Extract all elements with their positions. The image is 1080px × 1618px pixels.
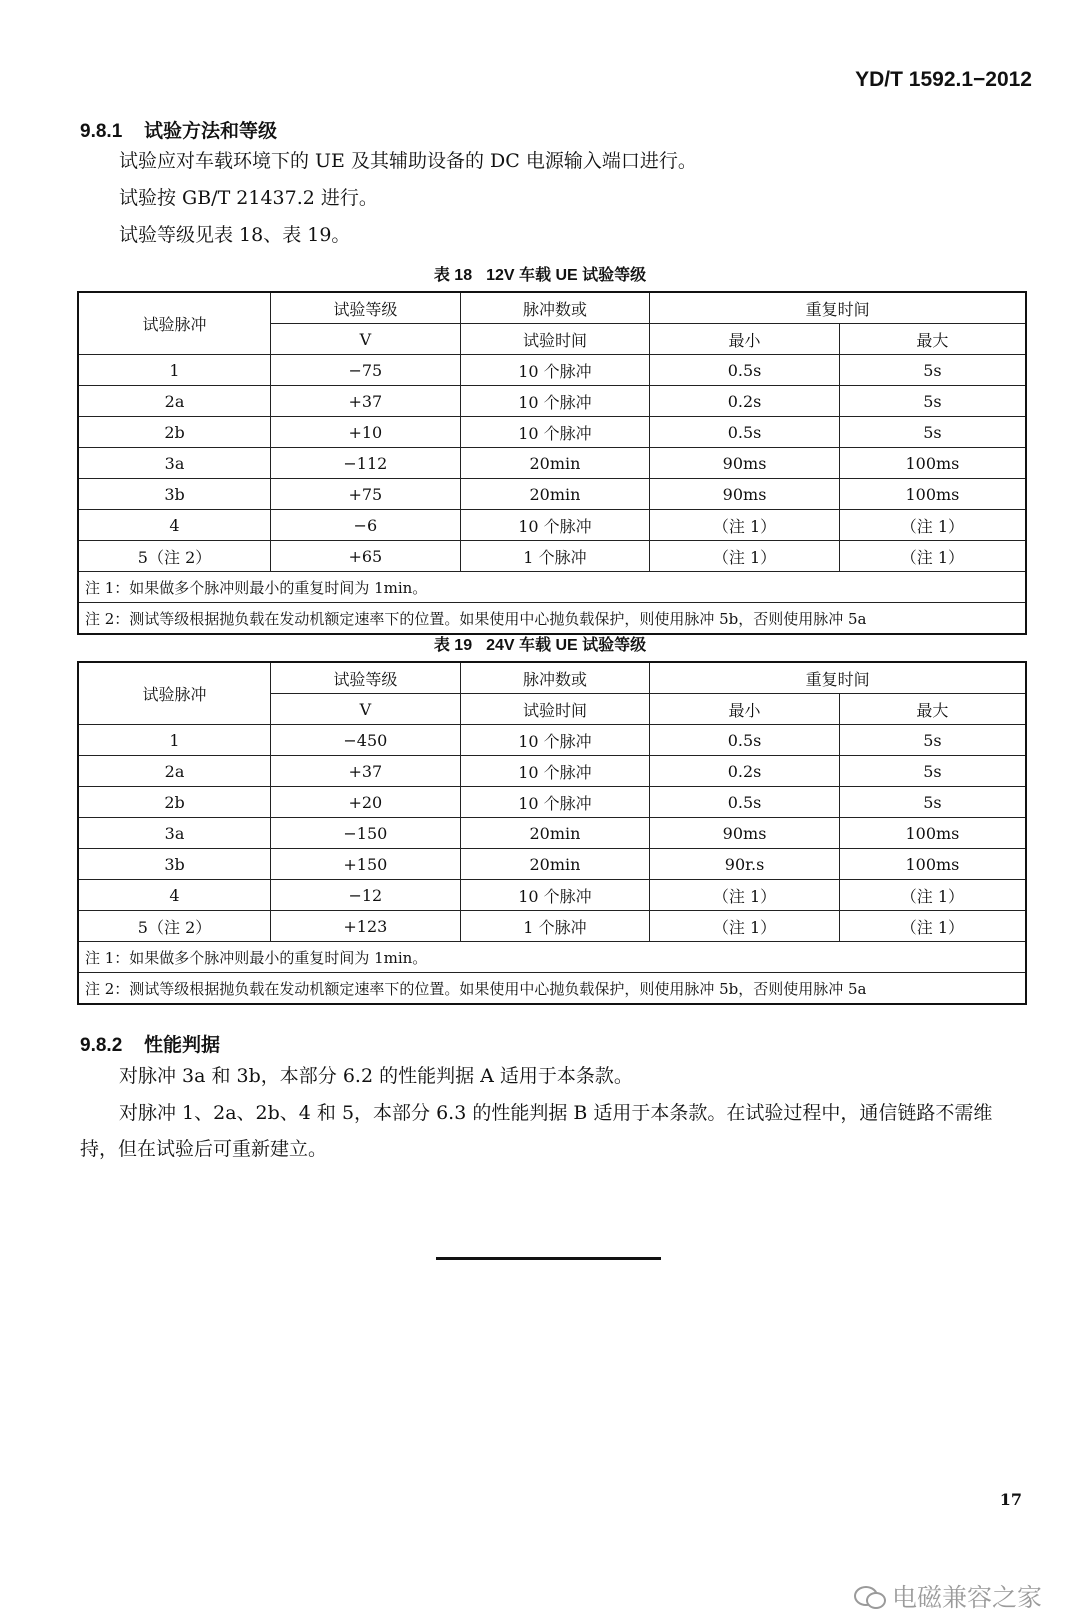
watermark — [854, 1578, 1042, 1614]
cell: 10 个脉冲 — [460, 417, 650, 448]
page-number: 17 — [999, 1490, 1022, 1509]
cell: 3a — [78, 448, 271, 479]
section-number: 9.8.2 — [80, 1035, 123, 1056]
table-number: 表 18 — [433, 267, 473, 284]
table-row — [78, 510, 1026, 541]
cell: +37 — [271, 386, 461, 417]
header-count: 脉冲数或 — [460, 292, 650, 324]
header-max: 最大 — [839, 324, 1026, 355]
cell: 90ms — [650, 818, 840, 849]
header-repeat: 重复时间 — [650, 662, 1026, 694]
table-row — [78, 725, 1026, 756]
cell: （注 1） — [650, 880, 840, 911]
wechat-icon — [854, 1584, 884, 1608]
watermark-text: 电磁兼容之家 — [891, 1583, 1042, 1612]
table-number: 表 19 — [433, 637, 473, 654]
table-18-caption — [0, 262, 1080, 285]
cell: 1 — [78, 725, 271, 756]
cell: 1 个脉冲 — [460, 911, 650, 942]
cell: （注 1） — [839, 880, 1026, 911]
cell: 3b — [78, 849, 271, 880]
paragraph: 对脉冲 1、2a、2b、4 和 5，本部分 6.3 的性能判据 B 适用于本条款。在试验过程中，通信链路不需维持，但在试验后可重新建立。 — [80, 1102, 993, 1160]
cell: 90r.s — [650, 849, 840, 880]
cell: −12 — [271, 880, 461, 911]
cell: 10 个脉冲 — [460, 510, 650, 541]
cell: （注 1） — [650, 911, 840, 942]
table-row — [78, 818, 1026, 849]
cell: −450 — [271, 725, 461, 756]
section-heading-9-8-1 — [80, 116, 277, 143]
table-row — [78, 355, 1026, 386]
cell: （注 1） — [839, 541, 1026, 572]
table-note: 注 1：如果做多个脉冲则最小的重复时间为 1min。 — [78, 942, 1026, 973]
paragraph: 试验等级见表 18、表 19。 — [119, 224, 351, 246]
cell: 100ms — [839, 448, 1026, 479]
header-count: 脉冲数或 — [460, 662, 650, 694]
cell: 20min — [460, 479, 650, 510]
cell: +37 — [271, 756, 461, 787]
cell: 2a — [78, 756, 271, 787]
table-row — [78, 541, 1026, 572]
paragraph: 试验应对车载环境下的 UE 及其辅助设备的 DC 电源输入端口进行。 — [119, 150, 697, 172]
cell: +123 — [271, 911, 461, 942]
header-max: 最大 — [839, 694, 1026, 725]
section-title: 试验方法和等级 — [144, 121, 278, 142]
table-19 — [77, 661, 1027, 1005]
document-code: YD/T 1592.1−2012 — [855, 68, 1032, 91]
cell: 5s — [839, 756, 1026, 787]
cell: 3b — [78, 479, 271, 510]
header-level-unit: V — [271, 694, 461, 725]
table-row — [78, 386, 1026, 417]
cell: −75 — [271, 355, 461, 386]
cell: −150 — [271, 818, 461, 849]
table-note: 注 2：测试等级根据抛负载在发动机额定速率下的位置。如果使用中心抛负载保护，则使用脉冲 5b，否则使用脉冲 5a — [78, 973, 1026, 1005]
cell: 5s — [839, 386, 1026, 417]
header-level-unit: V — [271, 324, 461, 355]
paragraph: 试验按 GB/T 21437.2 进行。 — [119, 187, 378, 209]
cell: 100ms — [839, 849, 1026, 880]
cell: 5s — [839, 787, 1026, 818]
cell: 10 个脉冲 — [460, 756, 650, 787]
table-row — [78, 911, 1026, 942]
cell: 5（注 2） — [78, 541, 271, 572]
cell: 0.5s — [650, 725, 840, 756]
cell: 5（注 2） — [78, 911, 271, 942]
cell: −112 — [271, 448, 461, 479]
cell: 20min — [460, 818, 650, 849]
cell: （注 1） — [650, 541, 840, 572]
cell: （注 1） — [839, 510, 1026, 541]
header-level: 试验等级 — [271, 662, 461, 694]
section-heading-9-8-2 — [80, 1030, 220, 1057]
cell: 10 个脉冲 — [460, 787, 650, 818]
cell: 1 个脉冲 — [460, 541, 650, 572]
table-row — [78, 849, 1026, 880]
cell: −6 — [271, 510, 461, 541]
cell: +65 — [271, 541, 461, 572]
cell: 2a — [78, 386, 271, 417]
header-min: 最小 — [650, 324, 840, 355]
cell: 5s — [839, 417, 1026, 448]
table-19-caption — [0, 632, 1080, 655]
cell: 4 — [78, 880, 271, 911]
cell: 5s — [839, 725, 1026, 756]
cell: 20min — [460, 849, 650, 880]
cell: 0.5s — [650, 417, 840, 448]
cell: +10 — [271, 417, 461, 448]
header-count-time: 试验时间 — [460, 694, 650, 725]
cell: 4 — [78, 510, 271, 541]
table-row — [78, 417, 1026, 448]
cell: 100ms — [839, 818, 1026, 849]
table-note: 注 2：测试等级根据抛负载在发动机额定速率下的位置。如果使用中心抛负载保护，则使用脉冲 5b，否则使用脉冲 5a — [78, 603, 1026, 635]
cell: （注 1） — [650, 510, 840, 541]
cell: 100ms — [839, 479, 1026, 510]
cell: 3a — [78, 818, 271, 849]
section-number: 9.8.1 — [80, 121, 123, 142]
cell: 90ms — [650, 448, 840, 479]
table-title: 24V 车载 UE 试验等级 — [486, 637, 647, 654]
table-row — [78, 756, 1026, 787]
table-note: 注 1：如果做多个脉冲则最小的重复时间为 1min。 — [78, 572, 1026, 603]
header-pulse: 试验脉冲 — [78, 292, 271, 355]
cell: +150 — [271, 849, 461, 880]
cell: 10 个脉冲 — [460, 355, 650, 386]
cell: 0.2s — [650, 386, 840, 417]
cell: 10 个脉冲 — [460, 725, 650, 756]
end-rule — [436, 1257, 661, 1260]
header-min: 最小 — [650, 694, 840, 725]
cell: 2b — [78, 787, 271, 818]
header-level: 试验等级 — [271, 292, 461, 324]
cell: 90ms — [650, 479, 840, 510]
section-title: 性能判据 — [144, 1035, 221, 1056]
cell: 0.2s — [650, 756, 840, 787]
cell: +75 — [271, 479, 461, 510]
header-count-time: 试验时间 — [460, 324, 650, 355]
table-row — [78, 787, 1026, 818]
cell: 1 — [78, 355, 271, 386]
cell: 0.5s — [650, 787, 840, 818]
paragraph: 对脉冲 3a 和 3b，本部分 6.2 的性能判据 A 适用于本条款。 — [119, 1065, 633, 1087]
cell: （注 1） — [839, 911, 1026, 942]
header-repeat: 重复时间 — [650, 292, 1026, 324]
header-pulse: 试验脉冲 — [78, 662, 271, 725]
cell: 10 个脉冲 — [460, 880, 650, 911]
table-row — [78, 880, 1026, 911]
cell: 0.5s — [650, 355, 840, 386]
cell: 20min — [460, 448, 650, 479]
table-title: 12V 车载 UE 试验等级 — [486, 267, 647, 284]
table-row — [78, 479, 1026, 510]
cell: 5s — [839, 355, 1026, 386]
cell: +20 — [271, 787, 461, 818]
table-18 — [77, 291, 1027, 635]
cell: 2b — [78, 417, 271, 448]
table-row — [78, 448, 1026, 479]
cell: 10 个脉冲 — [460, 386, 650, 417]
